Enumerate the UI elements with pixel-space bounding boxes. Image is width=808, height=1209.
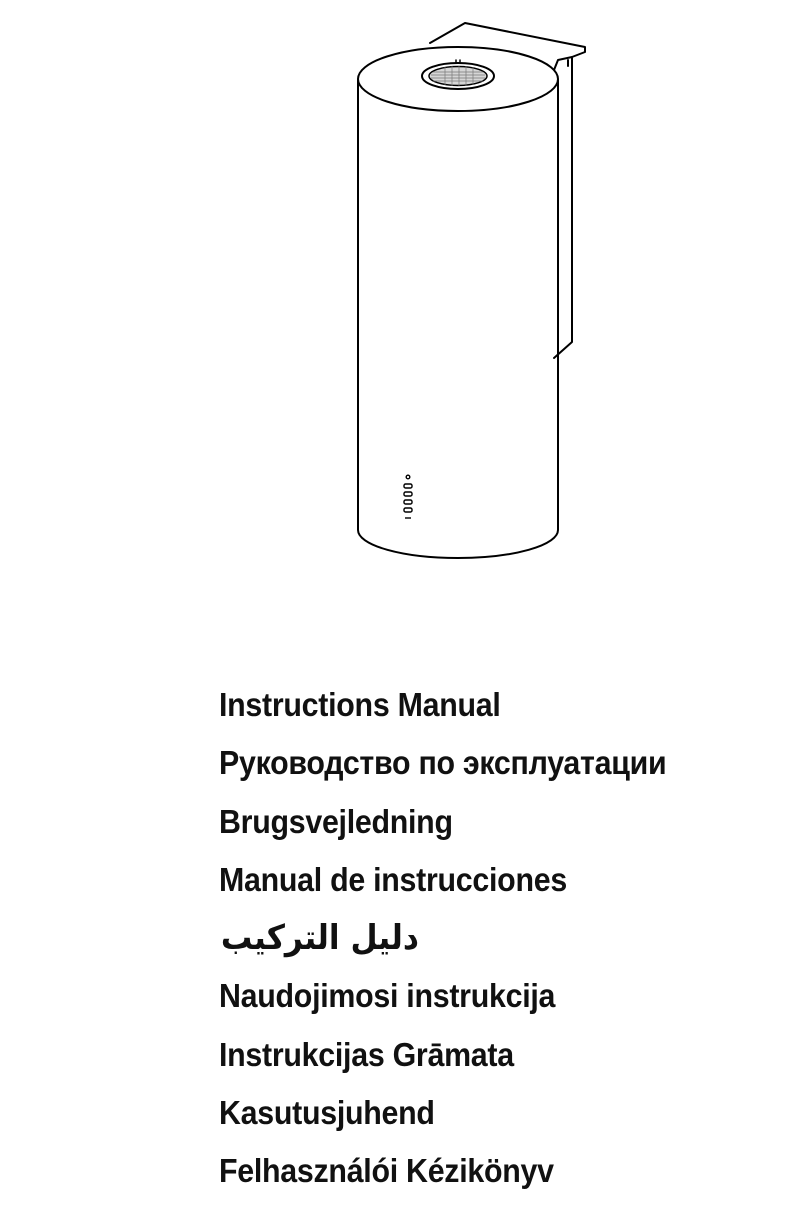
- title-danish: Brugsvejledning: [219, 802, 453, 840]
- title-estonian: Kasutusjuhend: [219, 1094, 435, 1132]
- manual-title-list: [219, 676, 705, 1201]
- title-latvian: Instrukcijas Grāmata: [219, 1035, 514, 1073]
- title-spanish: Manual de instrucciones: [219, 860, 567, 898]
- title-english: Instructions Manual: [219, 686, 501, 723]
- title-russian: Руководство по эксплуатации: [219, 744, 667, 782]
- cylinder-body: [358, 80, 558, 558]
- title-arabic: دليل التركيب: [220, 918, 419, 959]
- cylindrical-cooker-hood-illustration: [0, 0, 808, 600]
- control-buttons: [404, 475, 412, 518]
- title-lithuanian: Naudojimosi instrukcija: [219, 977, 556, 1015]
- title-hungarian: Felhasználói Kézikönyv: [219, 1152, 554, 1190]
